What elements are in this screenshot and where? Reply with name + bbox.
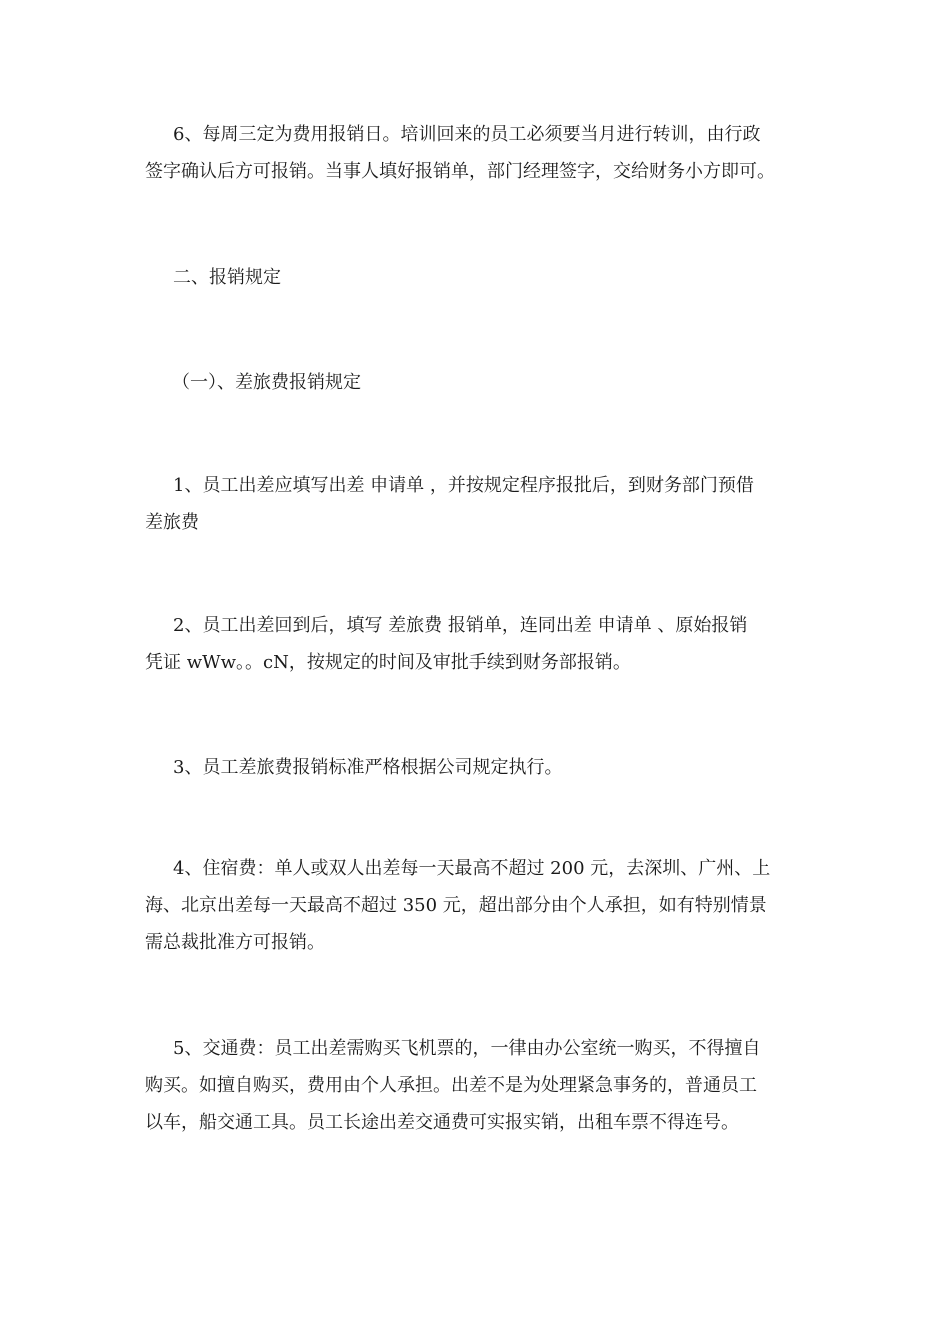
paragraph-line: 购买。如擅自购买，费用由个人承担。出差不是为处理紧急事务的，普通员工 <box>145 1075 757 1096</box>
paragraph-line: 1、员工出差应填写出差 申请单 ，并按规定程序报批后，到财务部门预借 <box>173 475 754 496</box>
paragraph-item-3 <box>145 749 815 786</box>
paragraph-line: 海、北京出差每一天最高不超过 350 元，超出部分由个人承担，如有特别情景 <box>145 895 767 916</box>
paragraph-line: 差旅费 <box>145 512 199 533</box>
paragraph-item-6 <box>145 116 815 190</box>
paragraph-item-5 <box>145 1030 815 1141</box>
paragraph-line: 签字确认后方可报销。当事人填好报销单，部门经理签字，交给财务小方即可。 <box>145 161 775 182</box>
paragraph-line: 2、员工出差回到后，填写 差旅费 报销单，连同出差 申请单 、原始报销 <box>173 615 748 636</box>
paragraph-line: 6、每周三定为费用报销日。培训回来的员工必须要当月进行转训，由行政 <box>173 124 761 145</box>
paragraph-line: 5、交通费：员工出差需购买飞机票的，一律由办公室统一购买，不得擅自 <box>173 1038 761 1059</box>
paragraph-line: 3、员工差旅费报销标准严格根据公司规定执行。 <box>173 757 563 778</box>
paragraph-line: 4、住宿费：单人或双人出差每一天最高不超过 200 元，去深圳、广州、上 <box>173 858 771 879</box>
paragraph-item-1 <box>145 467 815 541</box>
paragraph-line: 以车，船交通工具。员工长途出差交通费可实报实销，出租车票不得连号。 <box>145 1112 739 1133</box>
paragraph-item-2 <box>145 607 815 681</box>
paragraph-line: 需总裁批准方可报销。 <box>145 932 325 953</box>
section-heading-reimbursement-rules: 二、报销规定 <box>173 267 281 288</box>
paragraph-line: 凭证 wWw。。cN，按规定的时间及审批手续到财务部报销。 <box>145 652 631 673</box>
paragraph-item-4 <box>145 850 815 961</box>
subsection-heading-travel-expense: （一）、差旅费报销规定 <box>172 372 361 393</box>
